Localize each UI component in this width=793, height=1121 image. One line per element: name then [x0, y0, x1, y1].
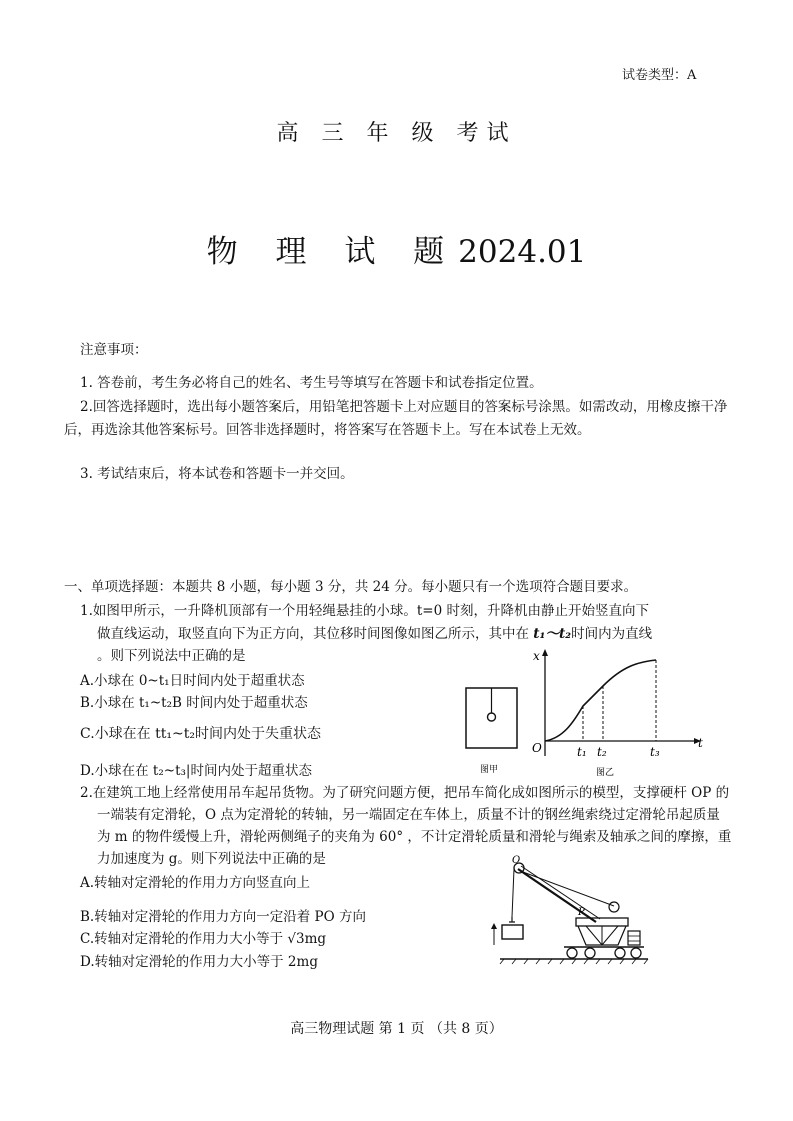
t2-label: t₂ — [597, 745, 607, 759]
wheel-1 — [567, 948, 577, 958]
origin-label: O — [532, 741, 542, 755]
pivot-p-label: P — [578, 907, 585, 918]
q1-option-d: D.小球在在 t₂~t₃|时间内处于超重状态 — [80, 763, 312, 779]
subject-title — [0, 226, 793, 271]
q2-stem-text: 2.在建筑工地上经常使用吊车起吊货物。为了研究问题方便，把吊车简化成如图所示的模型，支撑硬杆 OP 的一端装有定滑轮，O 点为定滑轮的转轴，另一端固定在车体上，质量不计的钢丝绳索绕过定滑轮吊起质量为 m 的物件缓慢上升，滑轮两侧绳子的夹角为 60° ，不计定滑轮质量和滑轮与绳索及轴承之间的摩擦，重力加速度为 g。则下列说法中正确的是 — [80, 785, 732, 867]
q2-option-c: C.转轴对定滑轮的作用力大小等于 √3mg — [80, 931, 327, 947]
truck-deck — [576, 918, 628, 926]
x-axis-label: t — [698, 736, 703, 750]
hoist-rope — [512, 869, 514, 917]
hanging-ball — [488, 713, 496, 721]
counterweight — [628, 931, 640, 945]
q1-stem-line3: 。则下列说法中正确的是 — [97, 648, 246, 664]
q2-option-b: B.转轴对定滑轮的作用力方向一定沿着 PO 方向 — [80, 909, 366, 925]
q2-option-d: D.转轴对定滑轮的作用力大小等于 2mg — [80, 954, 318, 970]
wheel-3 — [615, 948, 625, 958]
q1-option-c: C.小球在在 tt₁~t₂时间内处于失重状态 — [80, 726, 321, 742]
wheel-4 — [631, 948, 641, 958]
notice-item-1: 1. 答卷前，考生务必将自己的姓名、考生号等填写在答题卡和试卷指定位置。 — [80, 375, 543, 391]
notice-heading: 注意事项： — [80, 342, 148, 358]
subject-name: 物 理 试 题 — [206, 234, 459, 270]
pulley-o-label: O — [512, 855, 521, 866]
y-axis-arrow — [542, 649, 548, 656]
notice-item-3: 3. 考试结束后，将本试卷和答题卡一并交回。 — [80, 466, 354, 482]
fig-b-caption: 图乙 — [596, 768, 615, 778]
exam-title: 高 三 年 级 考试 — [276, 121, 517, 146]
t1-label: t₁ — [577, 745, 587, 759]
q2-crane-figure — [490, 855, 655, 967]
position-curve — [545, 660, 656, 741]
q1-figure-a — [462, 686, 522, 776]
winch-drum — [609, 902, 619, 912]
boom-rod-edge — [521, 866, 600, 919]
truss-1 — [586, 926, 602, 945]
subject-date: 2024.01 — [458, 234, 587, 270]
fig-a-caption: 图甲 — [480, 765, 499, 775]
wheel-2 — [585, 948, 595, 958]
page-footer: 高三物理试题 第 1 页 （共 8 页） — [290, 1021, 503, 1037]
hook — [509, 917, 515, 922]
q1-stem-line1: 1.如图甲所示，一升降机顶部有一个用轻绳悬挂的小球。t=0 时刻，升降机由静止开始竖直向下 — [80, 603, 649, 619]
section-heading: 一、单项选择题：本题共 8 小题，每小题 3 分，共 24 分。每小题只有一个选项符合题目要求。 — [64, 579, 638, 595]
truss-2 — [602, 926, 618, 945]
q1-option-b: B.小球在 t₁~t₂B 时间内处于超重状态 — [80, 695, 308, 711]
notice-item-2: 2.回答选择题时，选出每小题答案后，用铅笔把答题卡上对应题目的答案标号涂黑。如需改动，用橡皮擦干净后，再选涂其他答案标号。回答非选择题时，将答案写在答题卡上。写在本试卷上无效。 — [64, 399, 728, 438]
q1-stem-line2-a: 做直线运动，取竖直向下为正方向，其位移时间图像如图乙所示，其中在 — [97, 626, 534, 642]
q1-figure-b — [528, 648, 708, 778]
paper-type-label: 试卷类型：A — [622, 68, 697, 83]
q1-stem-line2-c: 时间内为直线 — [571, 626, 653, 642]
cargo-load — [502, 925, 523, 939]
q1-stem-line2 — [97, 624, 652, 644]
t3-label: t₃ — [650, 745, 660, 759]
q2-option-a: A.转轴对定滑轮的作用力方向竖直向上 — [80, 875, 311, 891]
y-axis-label: x — [533, 649, 540, 663]
q1-stem-interval: t₁～t₂ — [533, 626, 572, 642]
q1-option-a: A.小球在 0~t₁日时间内处于超重状态 — [80, 673, 305, 689]
cable-rope — [523, 872, 614, 906]
lift-arrow-head — [491, 923, 497, 929]
